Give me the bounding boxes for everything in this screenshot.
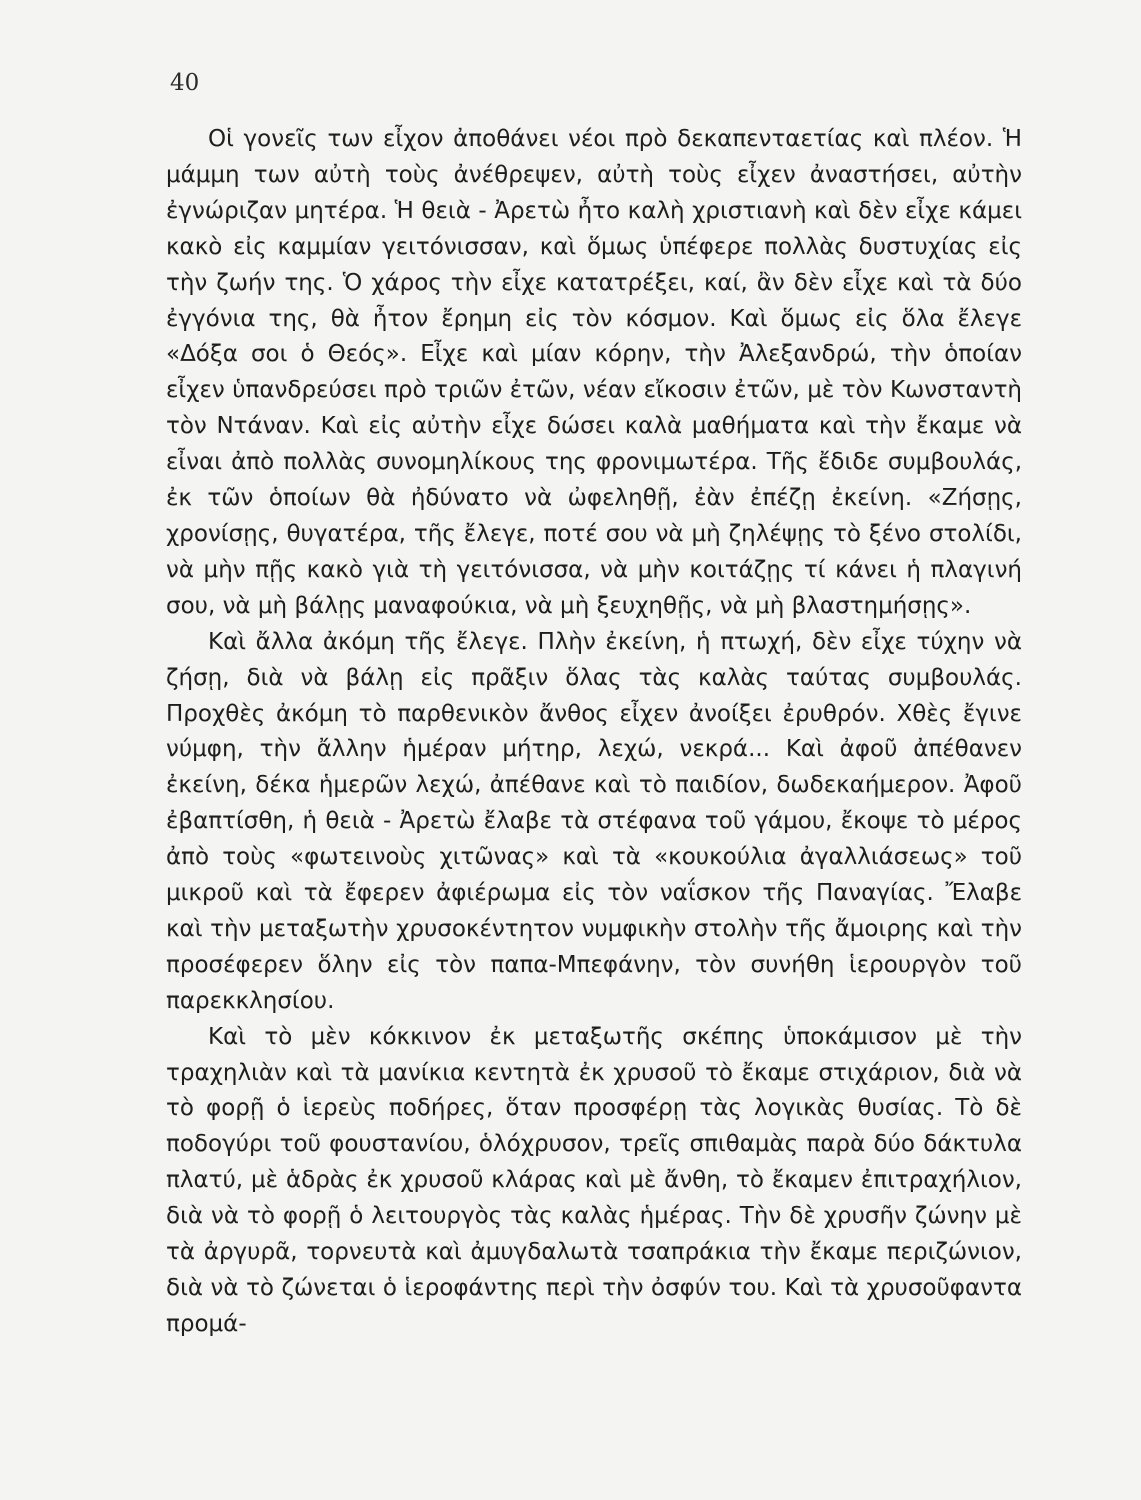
- page-number: 40: [170, 70, 200, 96]
- paragraph-1: Οἱ γονεῖς των εἶχον ἀποθάνει νέοι πρὸ δεκαπενταετίας καὶ πλέον. Ἡ μάμμη των αὐτὴ τοὺς ἀνέθρεψεν, αὐτὴ τοὺς εἶχεν ἀναστήσει, αὐτὴν ἐγνώριζαν μητέρα. Ἡ θειὰ - Ἀρετὼ ἦτο καλὴ χριστιανὴ καὶ δὲν εἶχε κάμει κακὸ εἰς καμμίαν γειτόνισσαν, καὶ ὅμως ὑπέφερε πολλὰς δυστυχίας εἰς τὴν ζωήν της. Ὁ χάρος τὴν εἶχε κατατρέξει, καί, ἂν δὲν εἶχε καὶ τὰ δύο ἐγγόνια της, θὰ ἦτον ἔρημη εἰς τὸν κόσμον. Καὶ ὅμως εἰς ὅλα ἔλεγε «Δόξα σοι ὁ Θεός». Εἶχε καὶ μίαν κόρην, τὴν Ἀλεξανδρώ, τὴν ὁποίαν εἶχεν ὑπανδρεύσει πρὸ τριῶν ἐτῶν, νέαν εἴκοσιν ἐτῶν, μὲ τὸν Κωνσταντὴ τὸν Ντάναν. Καὶ εἰς αὐτὴν εἶχε δώσει καλὰ μαθήματα καὶ τὴν ἔκαμε νὰ εἶναι ἀπὸ πολλὰς συνομηλίκους της φρονιμωτέρα. Τῆς ἔδιδε συμβουλάς, ἐκ τῶν ὁποίων θὰ ἠδύνατο νὰ ὠφεληθῇ, ἐὰν ἐπέζῃ ἐκείνη. «Ζήσῃς, χρονίσῃς, θυγατέρα, τῆς ἔλεγε, ποτέ σου νὰ μὴ ζηλέψῃς τὸ ξένο στολίδι, νὰ μὴν πῇς κακὸ γιὰ τὴ γειτόνισσα, νὰ μὴν κοιτάζῃς τί κάνει ἡ πλαγινή σου, νὰ μὴ βάλῃς μαναφούκια, νὰ μὴ ξευχηθῇς, νὰ μὴ βλαστημήσῃς».: [166, 126, 1022, 619]
- body-text: [166, 122, 1022, 1343]
- paragraph-3: Καὶ τὸ μὲν κόκκινον ἐκ μεταξωτῆς σκέπης ὑποκάμισον μὲ τὴν τραχηλιὰν καὶ τὰ μανίκια κεντητὰ ἐκ χρυσοῦ τὸ ἔκαμε στιχάριον, διὰ νὰ τὸ φορῇ ὁ ἱερεὺς ποδήρες, ὅταν προσφέρῃ τὰς λογικὰς θυσίας. Τὸ δὲ ποδογύρι τοῦ φουστανίου, ὁλόχρυσον, τρεῖς σπιθαμὰς παρὰ δύο δάκτυλα πλατύ, μὲ ἁδρὰς ἐκ χρυσοῦ κλάρας καὶ μὲ ἄνθη, τὸ ἔκαμεν ἐπιτραχήλιον, διὰ νὰ τὸ φορῇ ὁ λειτουργὸς τὰς καλὰς ἡμέρας. Τὴν δὲ χρυσῆν ζώνην μὲ τὰ ἀργυρᾶ, τορνευτὰ καὶ ἀμυγδαλωτὰ τσαπράκια τὴν ἔκαμε περιζώνιον, διὰ νὰ τὸ ζώνεται ὁ ἱεροφάντης περὶ τὴν ὀσφύν του. Καὶ τὰ χρυσοῦφαντα προμά-: [166, 1023, 1022, 1337]
- paragraph-2: Καὶ ἄλλα ἀκόμη τῆς ἔλεγε. Πλὴν ἐκείνη, ἡ πτωχή, δὲν εἶχε τύχην νὰ ζήσῃ, διὰ νὰ βάλῃ εἰς πρᾶξιν ὅλας τὰς καλὰς ταύτας συμβουλάς. Προχθὲς ἀκόμη τὸ παρθενικὸν ἄνθος εἶχεν ἀνοίξει ἐρυθρόν. Χθὲς ἔγινε νύμφη, τὴν ἄλλην ἡμέραν μήτηρ, λεχώ, νεκρά... Καὶ ἀφοῦ ἀπέθανεν ἐκείνη, δέκα ἡμερῶν λεχώ, ἀπέθανε καὶ τὸ παιδίον, δωδεκαήμερον. Ἀφοῦ ἐβαπτίσθη, ἡ θειὰ - Ἀρετὼ ἔλαβε τὰ στέφανα τοῦ γάμου, ἔκοψε τὸ μέρος ἀπὸ τοὺς «φωτεινοὺς χιτῶνας» καὶ τὰ «κουκούλια ἀγαλλιάσεως» τοῦ μικροῦ καὶ τὰ ἔφερεν ἀφιέρωμα εἰς τὸν ναΐσκον τῆς Παναγίας. Ἔλαβε καὶ τὴν μεταξωτὴν χρυσοκέντητον νυμφικὴν στολὴν τῆς ἄμοιρης καὶ τὴν προσέφερεν ὅλην εἰς τὸν παπα-Μπεφάνην, τὸν συνήθη ἱερουργὸν τοῦ παρεκκλησίου.: [166, 628, 1022, 1014]
